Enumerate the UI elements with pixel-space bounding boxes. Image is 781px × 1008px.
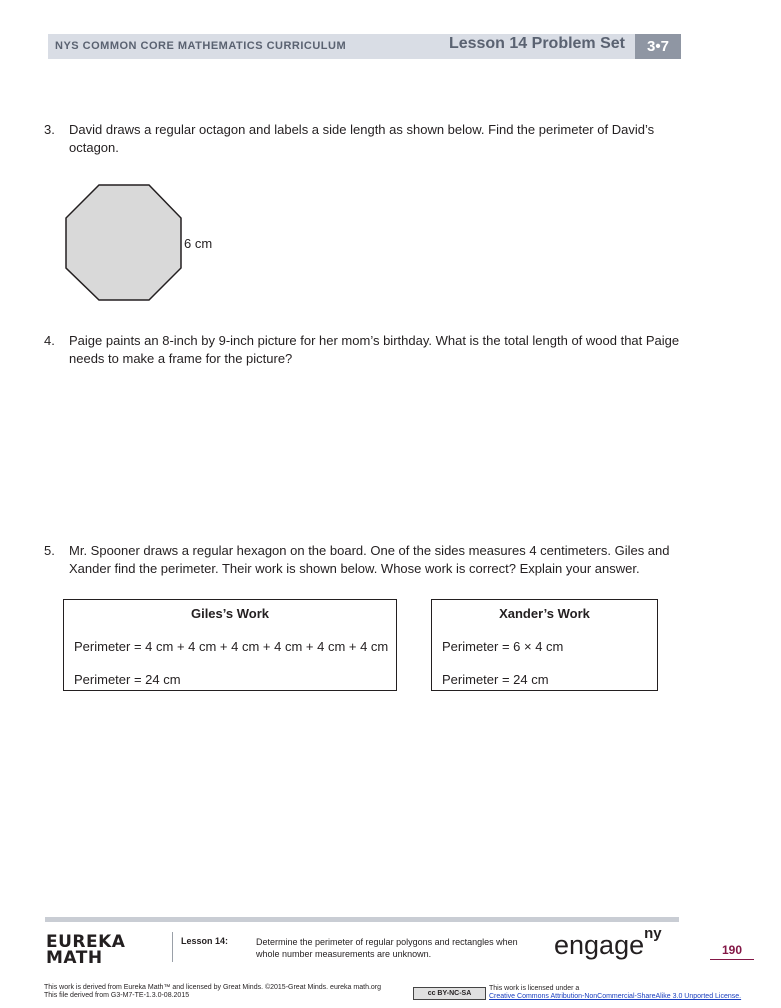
problem-3: [44, 121, 684, 157]
page-number: 190: [710, 943, 754, 960]
engage-ny-logo: [554, 925, 662, 961]
footer-lesson-label: Lesson 14:: [181, 936, 229, 946]
problem-text: David draws a regular octagon and labels a side length as shown below. Find the perimeter of David’s octagon.: [69, 122, 655, 155]
work-box-title: Giles’s Work: [190, 606, 270, 621]
license-text: [489, 985, 741, 1001]
problem-4: [44, 332, 684, 368]
footer-divider: [172, 932, 173, 962]
problem-text: Paige paints an 8-inch by 9-inch picture for her mom’s birthday. What is the total length of wood that Paige needs to make a frame for the picture?: [69, 333, 680, 366]
xander-work-box: [431, 599, 658, 691]
footer-lesson-description: Determine the perimeter of regular polygons and rectangles when whole number measurements are unknown.: [256, 937, 518, 959]
header-grade-module: 3•7: [635, 34, 681, 59]
problem-number: 3.: [44, 122, 55, 137]
cc-license-badge: cc BY-NC-SA: [413, 987, 486, 1000]
eureka-math-logo: [46, 934, 125, 966]
regular-octagon: [66, 185, 181, 300]
giles-work-box: [63, 599, 397, 691]
derived-line-1: This work is derived from Eureka Math™ and licensed by Great Minds. ©2015-Great Minds. eureka math.org: [44, 984, 382, 991]
work-line-1: Perimeter = 4 cm + 4 cm + 4 cm + 4 cm + 4 cm + 4 cm: [74, 639, 389, 654]
license-line: This work is licensed under a: [489, 985, 580, 992]
work-line-2: Perimeter = 24 cm: [74, 672, 181, 687]
problem-number: 5.: [44, 543, 55, 558]
work-line-1: Perimeter = 6 × 4 cm: [442, 639, 564, 654]
derived-line-2: This file derived from G3-M7-TE-1.3.0-08.2015: [44, 992, 190, 999]
eureka-logo-line1: EUREKA: [46, 932, 126, 952]
problem-5: [44, 542, 684, 578]
work-box-title: Xander’s Work: [499, 606, 590, 621]
footer-attribution: [44, 984, 381, 1000]
octagon-side-label: 6 cm: [184, 236, 213, 251]
header-lesson-title: Lesson 14 Problem Set: [448, 35, 625, 52]
engage-text: engage: [554, 930, 645, 960]
work-line-2: Perimeter = 24 cm: [442, 672, 549, 687]
problem-number: 4.: [44, 333, 55, 348]
problem-text: Mr. Spooner draws a regular hexagon on the board. One of the sides measures 4 centimeters. Giles and Xander find the perimeter. Their work is shown below. Whose work is correct? Explain your answer.: [69, 543, 670, 576]
engage-sup: ny: [644, 925, 662, 942]
octagon-figure: [64, 183, 184, 303]
license-link[interactable]: Creative Commons Attribution-NonCommercial-ShareAlike 3.0 Unported License.: [489, 993, 742, 1000]
eureka-logo-line2: MATH: [46, 948, 103, 968]
footer-rule: [45, 917, 679, 922]
header-curriculum: NYS COMMON CORE MATHEMATICS CURRICULUM: [55, 40, 347, 52]
